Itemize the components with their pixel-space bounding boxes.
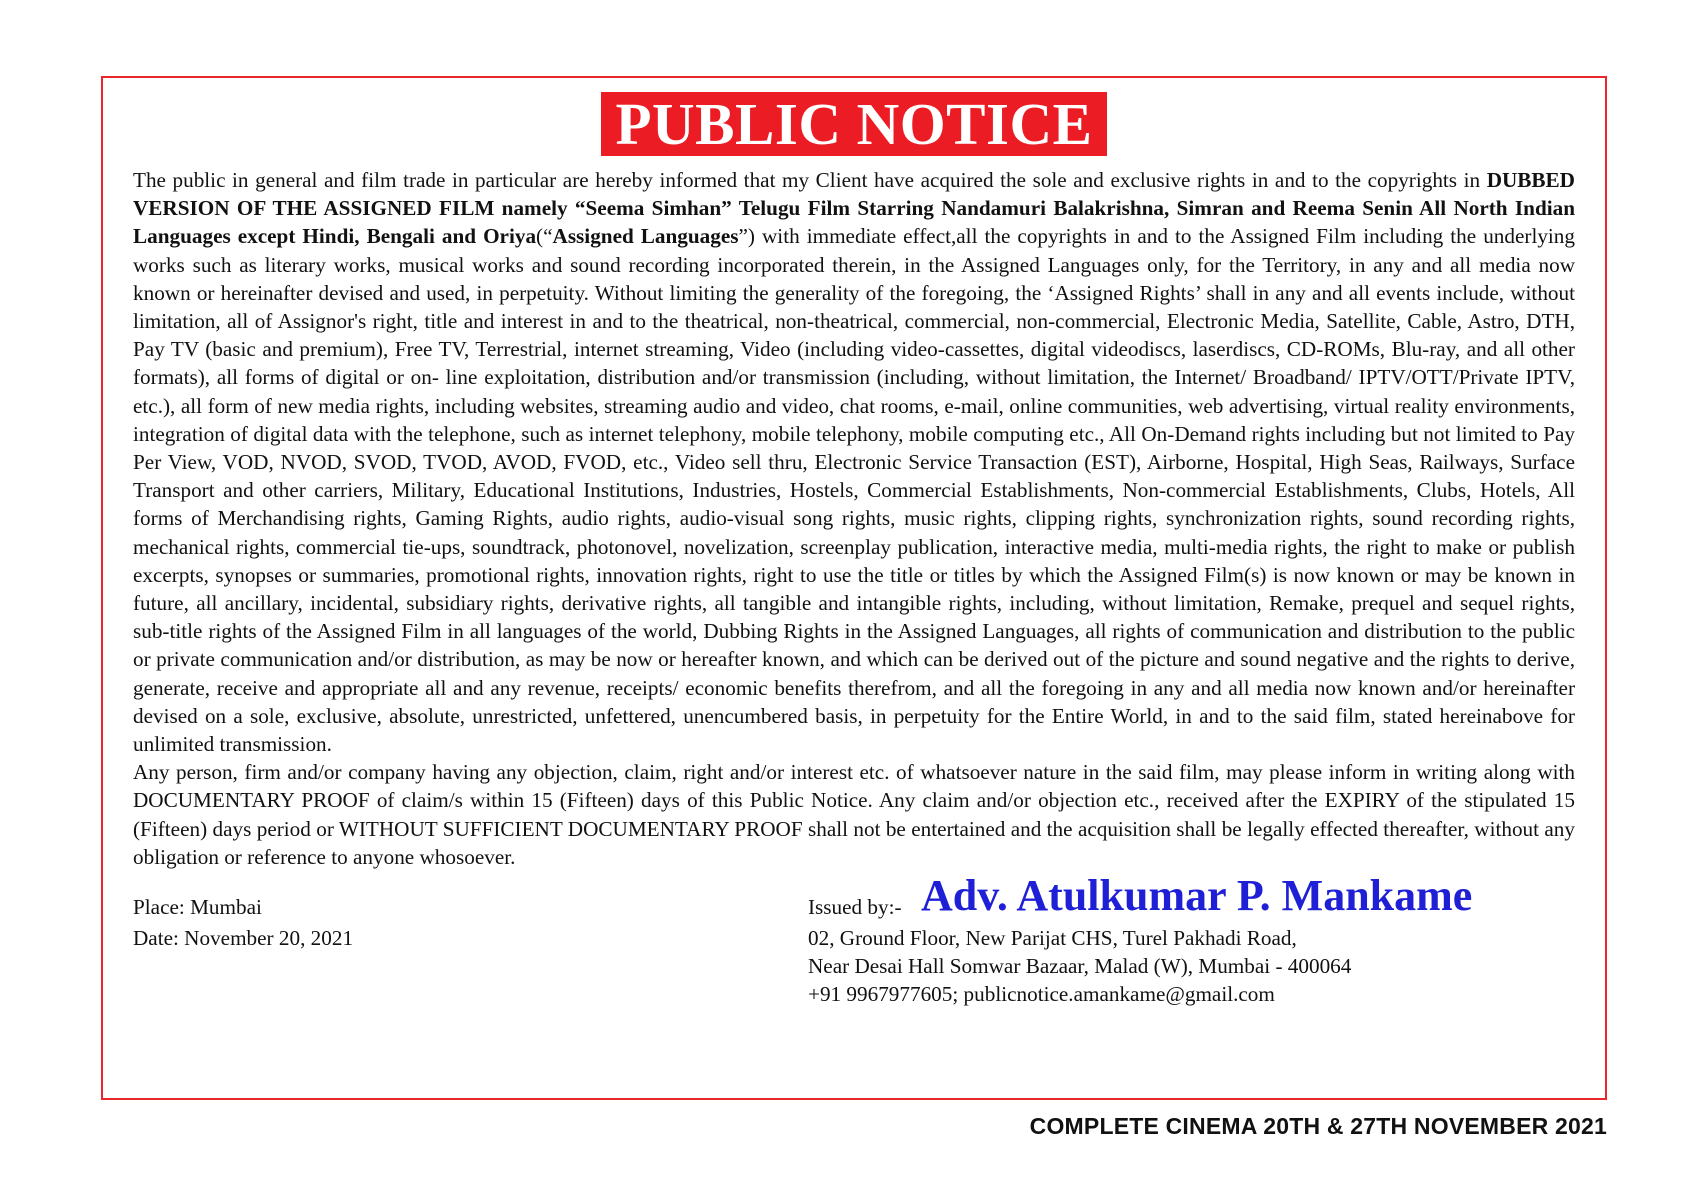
title-wrap [103, 92, 1605, 156]
publication-footer: COMPLETE CINEMA 20TH & 27TH NOVEMBER 2021 [1029, 1113, 1607, 1139]
para1-intro: The public in general and film trade in particular are hereby informed that my Client have acquired the sole and exclusive rights in and to the copyrights in [133, 168, 1487, 192]
issuer-name: Adv. Atulkumar P. Mankame [921, 871, 1473, 920]
assigned-languages-term: Assigned Languages [552, 224, 739, 249]
address-line-2: Near Desai Hall Somwar Bazaar, Malad (W), Mumbai - 400064 [808, 954, 1352, 978]
film-details: DUBBED VERSION OF THE ASSIGNED FILM namely “Seema Simhan” Telugu Film Starring Nandamuri Balakrishna, Simran and Reema Senin All North Indian Languages except Hindi, Bengali and Oriya [133, 168, 1575, 249]
para1-rights-text: ”) with immediate effect,all the copyrights in and to the Assigned Film including the underlying works such as literary works, musical works and sound recording incorporated therein, in the Assigned Languages only, for the Territory, in any and all media now known or hereinafter devised and used, in perpetuity. Without limiting the generality of the foregoing, the ‘Assigned Rights’ shall in any and all events include, without limitation, all of Assignor's right, title and interest in and to the theatrical, non-theatrical, commercial, non-commercial, Electronic Media, Satellite, Cable, Astro, DTH, Pay TV (basic and premium), Free TV, Terrestrial, internet streaming, Video (including video-cassettes, digital videodiscs, laserdiscs, CD-ROMs, Blu-ray, and all other formats), all forms of digital or on- line exploitation, distribution and/or transmission (including, without limitation, the Internet/ Broadband/ IPTV/OTT/Private IPTV, etc.), all form of new media rights, including websites, streaming audio and video, chat rooms, e-mail, online communities, web advertising, virtual reality environments, integration of digital data with the telephone, such as internet telephony, mobile telephony, mobile computing etc., All On-Demand rights including but not limited to Pay Per View, VOD, NVOD, SVOD, TVOD, AVOD, FVOD, etc., Video sell thru, Electronic Service Transaction (EST), Airborne, Hospital, High Seas, Railways, Surface Transport and other carriers, Military, Educational Institutions, Industries, Hostels, Commercial Establishments, Non-commercial Establishments, Clubs, Hotels, All forms of Merchandising rights, Gaming Rights, audio rights, audio-visual song rights, music rights, clipping rights, synchronization rights, sound recording rights, mechanical rights, commercial tie-ups, soundtrack, photonovel, novelization, screenplay publication, interactive media, multi-media rights, the right to make or publish excerpts, synopses or summaries, promotional rights, innovation rights, right to use the title or titles by which the Assigned Film(s) is now known or may be known in future, all ancillary, incidental, subsidiary rights, derivative rights, all tangible and intangible rights, including, without limitation, Remake, prequel and sequel rights, sub-title rights of the Assigned Film in all languages of the world, Dubbing Rights in the Assigned Languages, all rights of communication and distribution to the public or private communication and/or distribution, as may be now or hereafter known, and which can be derived out of the picture and sound negative and the rights to derive, generate, receive and appropriate all and any revenue, receipts/ economic benefits therefrom, and all the foregoing in any and all media now known and/or hereinafter devised on a sole, exclusive, absolute, unrestricted, unfettered, unencumbered basis, in perpetuity for the Entire World, in and to the said film, stated hereinabove for unlimited transmission. [133, 224, 1575, 757]
notice-title: PUBLIC NOTICE [601, 92, 1108, 156]
place: Place: Mumbai [133, 895, 262, 919]
para1-open-quote: (“ [536, 224, 553, 249]
issued-by-label: Issued by:- [808, 895, 902, 919]
notice-paragraph-1 [133, 166, 1575, 758]
address-line-1: 02, Ground Floor, New Parijat CHS, Turel Pakhadi Road, [808, 926, 1297, 950]
contact-line: +91 9967977605; publicnotice.amankame@gmail.com [808, 982, 1275, 1006]
notice-body [133, 166, 1575, 871]
notice-paragraph-2: Any person, firm and/or company having any objection, claim, right and/or interest etc. of whatsoever nature in the said film, may please inform in writing along with DOCUMENTARY PROOF of claim/s within 15 (Fifteen) days of this Public Notice. Any claim and/or objection etc., received after the EXPIRY of the stipulated 15 (Fifteen) days period or WITHOUT SUFFICIENT DOCUMENTARY PROOF shall not be entertained and the acquisition shall be legally effected thereafter, without any obligation or reference to anyone whosoever. [133, 760, 1575, 869]
notice-frame [101, 76, 1607, 1100]
date: Date: November 20, 2021 [133, 926, 354, 950]
